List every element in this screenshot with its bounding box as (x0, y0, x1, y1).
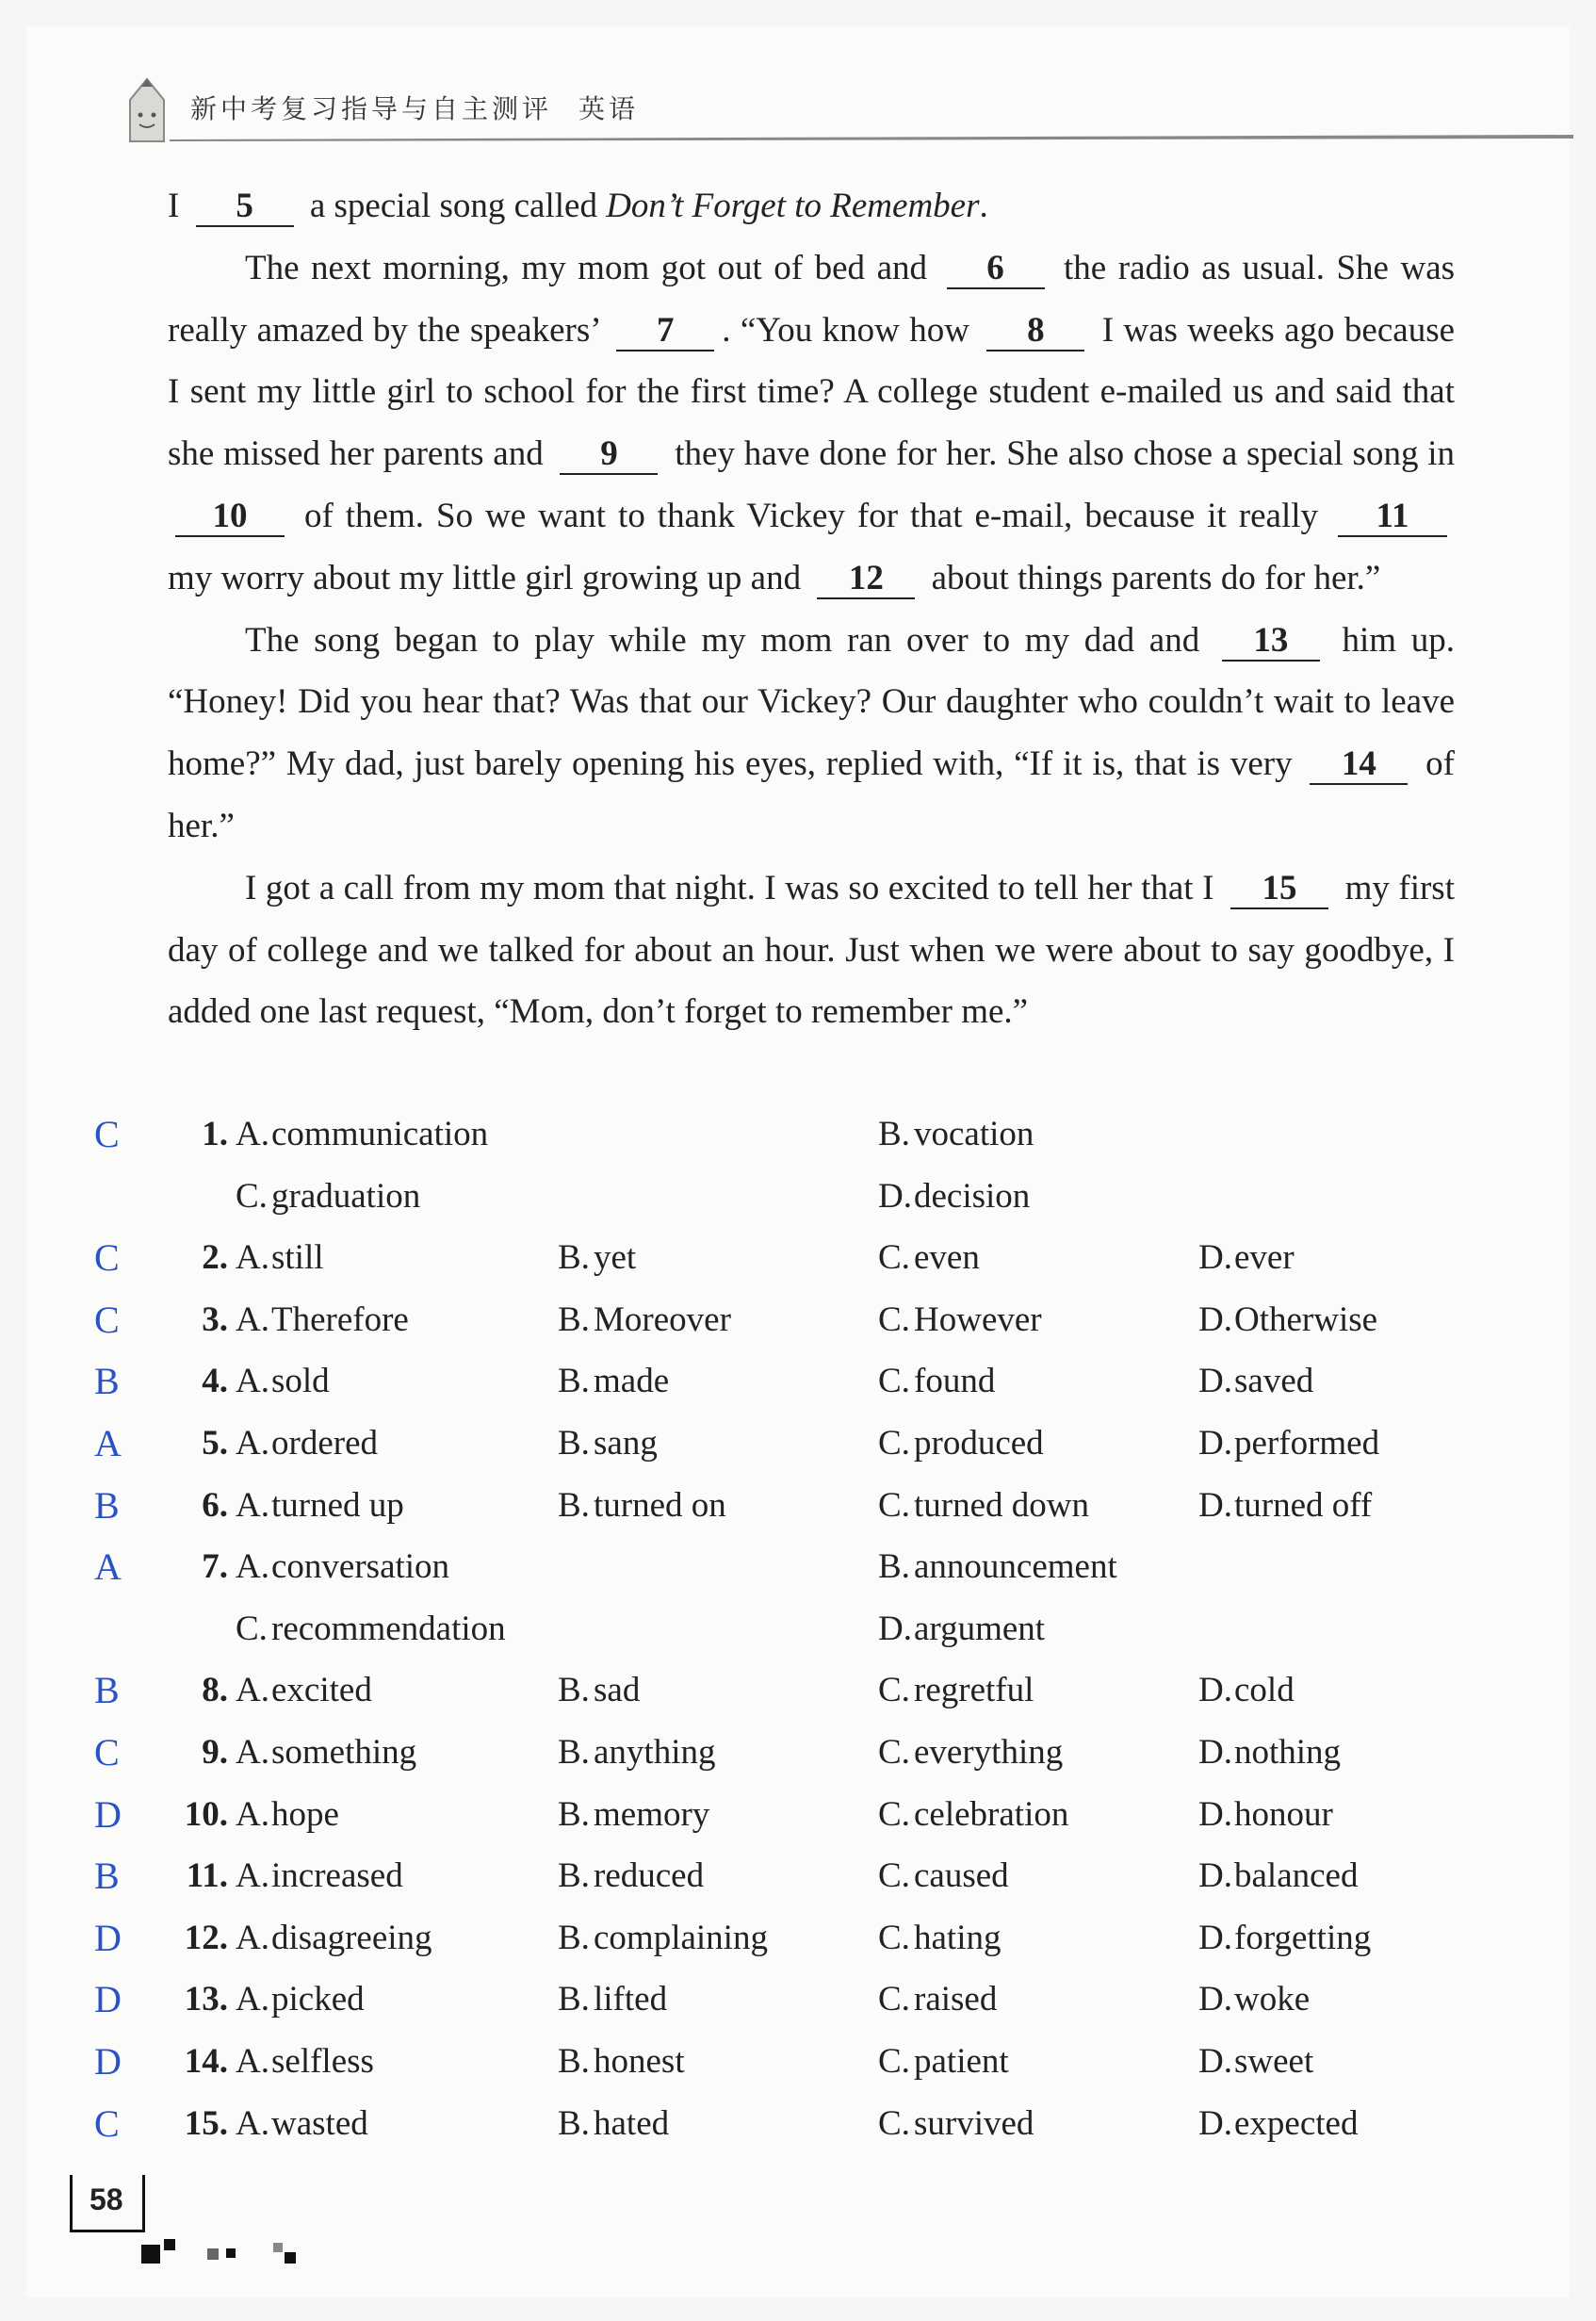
option-text: sang (594, 1423, 658, 1463)
question-row-continued (85, 1601, 1479, 1663)
option-b (558, 1855, 704, 1896)
option-c (878, 1361, 995, 1401)
option-b (878, 1114, 1034, 1154)
option-a (236, 1546, 449, 1587)
option-text: turned off (1234, 1485, 1373, 1525)
option-text: lifted (594, 1980, 668, 2019)
option-text: However (914, 1299, 1042, 1339)
option-text: conversation (271, 1547, 450, 1587)
option-a (236, 1361, 330, 1401)
handwritten-answer: D (94, 2039, 122, 2083)
option-letter: D. (1198, 1485, 1232, 1525)
option-c (236, 1176, 420, 1217)
option-b (558, 1361, 669, 1401)
option-letter: D. (1198, 1299, 1232, 1339)
option-letter: C. (878, 2103, 910, 2143)
option-letter: A. (236, 1238, 269, 1278)
option-letter: B. (558, 1485, 590, 1525)
option-a (236, 1794, 339, 1835)
option-letter: C. (878, 1423, 910, 1463)
blank-8: 8 (986, 312, 1084, 351)
option-letter: C. (878, 1794, 910, 1834)
blank-11: 11 (1338, 498, 1447, 537)
option-letter: A. (236, 1671, 269, 1710)
option-letter: B. (878, 1115, 910, 1153)
page-number-box (70, 2175, 145, 2232)
option-letter: D. (1198, 1362, 1232, 1401)
option-letter: A. (236, 1115, 269, 1153)
paragraph-2 (168, 237, 1455, 610)
option-letter: A. (236, 1794, 269, 1834)
option-text: produced (914, 1423, 1044, 1463)
option-b (558, 1732, 715, 1773)
option-letter: D. (878, 1609, 912, 1648)
option-text: everything (914, 1732, 1064, 1772)
handwritten-answer: B (94, 1855, 120, 1898)
option-text: regretful (914, 1671, 1034, 1710)
option-b (558, 1423, 658, 1463)
decorative-squares (141, 2235, 330, 2273)
text-run: about things parents do for her.” (931, 558, 1381, 597)
blank-15: 15 (1230, 870, 1328, 909)
option-b (558, 2041, 685, 2082)
blank-7: 7 (616, 312, 714, 351)
option-text: yet (594, 1238, 637, 1278)
option-b (558, 1670, 640, 1710)
option-letter: A. (236, 1918, 269, 1957)
option-text: decision (914, 1176, 1031, 1216)
option-c (878, 1794, 1068, 1835)
question-row (85, 1539, 1479, 1601)
text-run: I (168, 187, 180, 225)
page-header (122, 66, 1573, 160)
option-d (1198, 1855, 1358, 1896)
question-number: 15. (184, 2103, 228, 2143)
question-number: 4. (202, 1362, 228, 1401)
handwritten-answer: D (94, 1978, 122, 2021)
book-title (190, 89, 639, 126)
option-letter: D. (1198, 1918, 1232, 1957)
option-letter: A. (236, 2103, 269, 2143)
option-b (558, 1237, 636, 1278)
option-letter: C. (878, 1362, 910, 1401)
question-number: 2. (202, 1238, 228, 1278)
question-number: 6. (202, 1485, 228, 1525)
option-d (878, 1609, 1045, 1649)
blank-14: 14 (1310, 745, 1408, 785)
handwritten-answer: A (94, 1421, 122, 1464)
book-title-text: 新中考复习指导与自主测评 (190, 93, 553, 124)
option-a (236, 1918, 432, 1958)
option-text: woke (1234, 1980, 1311, 2019)
option-text: excited (271, 1671, 372, 1710)
option-text: announcement (914, 1547, 1117, 1587)
question-number: 1. (202, 1115, 228, 1153)
header-rule (170, 134, 1573, 141)
option-text: turned down (914, 1485, 1089, 1525)
option-letter: D. (1198, 1856, 1232, 1896)
option-text: hope (271, 1794, 339, 1834)
option-a (236, 1237, 324, 1278)
song-title: Don’t Forget to Remember (606, 187, 980, 225)
option-c (878, 2103, 1034, 2144)
option-a (236, 1299, 409, 1340)
blank-6: 6 (947, 250, 1045, 289)
option-text: raised (914, 1980, 998, 2019)
handwritten-answer: B (94, 1669, 120, 1712)
question-row (85, 2034, 1479, 2096)
handwritten-answer: C (94, 1236, 120, 1280)
option-d (1198, 1361, 1313, 1401)
option-text: forgetting (1234, 1918, 1372, 1957)
option-text: increased (271, 1856, 403, 1896)
option-text: graduation (271, 1176, 421, 1216)
question-row (85, 1662, 1479, 1724)
handwritten-answer: B (94, 1360, 120, 1403)
question-number: 8. (202, 1671, 228, 1710)
handwritten-answer: A (94, 1545, 122, 1589)
option-letter: B. (558, 2103, 590, 2143)
option-text: still (271, 1238, 324, 1278)
question-row (85, 1478, 1479, 1540)
option-letter: B. (558, 1856, 590, 1896)
handwritten-answer: D (94, 1916, 122, 1959)
question-row (85, 1353, 1479, 1415)
option-b (558, 1979, 667, 2019)
option-b (878, 1546, 1117, 1587)
text-run: I got a call from my mom that night. I was so excited to tell her that I (245, 868, 1214, 907)
option-letter: B. (878, 1547, 910, 1587)
paragraph-1 (168, 175, 1455, 237)
question-row (85, 1910, 1479, 1972)
option-text: honest (594, 2041, 685, 2081)
text-run: my first day of college and we talked for about an hour. Just when we were about to say goodbye, I added one last request, “Mom, don’t forget to remember me.” (168, 868, 1455, 1032)
text-run: The song began to play while my mom ran over to my dad and (245, 620, 1200, 660)
option-letter: C. (878, 1856, 910, 1896)
option-letter: C. (878, 1918, 910, 1957)
option-text: hating (914, 1918, 1002, 1957)
subject-label: 英语 (578, 93, 640, 124)
option-text: saved (1234, 1362, 1314, 1401)
option-text: Moreover (594, 1299, 731, 1339)
option-a (236, 1423, 378, 1463)
option-d (1198, 1485, 1372, 1526)
option-letter: C. (236, 1176, 268, 1216)
question-number: 10. (184, 1794, 228, 1834)
question-list (85, 1106, 1479, 2157)
option-d (1198, 1979, 1310, 2019)
option-letter: C. (878, 1238, 910, 1278)
option-text: even (914, 1238, 980, 1278)
option-letter: A. (236, 1856, 269, 1896)
handwritten-answer: D (94, 1792, 122, 1836)
question-row (85, 1724, 1479, 1787)
option-text: wasted (271, 2103, 368, 2143)
option-letter: D. (1198, 1732, 1232, 1772)
option-letter: C. (236, 1609, 268, 1648)
option-letter: C. (878, 1485, 910, 1525)
option-d (1198, 1237, 1295, 1278)
text-run: of them. So we want to thank Vickey for that e-mail, because it really (303, 496, 1319, 535)
option-letter: A. (236, 2041, 269, 2081)
option-letter: C. (878, 1299, 910, 1339)
option-a (236, 2041, 374, 2082)
question-number: 5. (202, 1423, 228, 1463)
option-text: balanced (1234, 1856, 1359, 1896)
handwritten-answer: C (94, 1730, 120, 1773)
option-c (878, 1918, 1001, 1958)
question-row (85, 1415, 1479, 1478)
blank-5: 5 (196, 188, 294, 227)
option-d (1198, 1299, 1377, 1340)
option-letter: B. (558, 1980, 590, 2019)
option-a (236, 1732, 416, 1773)
text-run: they have done for her. She also chose a special song in (675, 434, 1455, 474)
option-text: recommendation (271, 1609, 506, 1648)
option-c (878, 1423, 1044, 1463)
option-letter: D. (1198, 2103, 1232, 2143)
option-letter: A. (236, 1299, 269, 1339)
option-text: celebration (914, 1794, 1069, 1834)
question-number: 7. (202, 1547, 228, 1587)
blank-10: 10 (175, 498, 285, 537)
option-c (878, 1979, 997, 2019)
option-d (1198, 1794, 1333, 1835)
option-b (558, 2103, 669, 2144)
option-letter: C. (878, 1671, 910, 1710)
option-b (558, 1794, 709, 1835)
text-run: The next morning, my mom got out of bed and (245, 248, 927, 287)
option-text: performed (1234, 1423, 1380, 1463)
option-letter: B. (558, 1238, 590, 1278)
option-text: patient (914, 2041, 1009, 2081)
option-text: sad (594, 1671, 641, 1710)
paragraph-3 (168, 610, 1455, 858)
question-row (85, 2096, 1479, 2158)
option-d (878, 1176, 1030, 1217)
option-text: selfless (271, 2041, 374, 2081)
handwritten-answer: B (94, 1483, 120, 1527)
option-letter: D. (878, 1176, 912, 1216)
option-text: nothing (1234, 1732, 1342, 1772)
option-letter: B. (558, 1423, 590, 1463)
option-letter: A. (236, 1547, 269, 1587)
page-number: 58 (90, 2182, 123, 2216)
option-text: communication (271, 1115, 489, 1153)
option-text: made (594, 1362, 670, 1401)
option-d (1198, 1423, 1379, 1463)
option-text: disagreeing (271, 1918, 432, 1957)
blank-13: 13 (1222, 622, 1320, 662)
option-a (236, 2103, 368, 2144)
question-row (85, 1971, 1479, 2034)
option-letter: B. (558, 1299, 590, 1339)
option-c (878, 1237, 980, 1278)
option-text: turned up (271, 1485, 404, 1525)
option-text: ordered (271, 1423, 378, 1463)
option-a (236, 1979, 365, 2019)
option-letter: D. (1198, 1671, 1232, 1710)
option-c (236, 1609, 506, 1649)
option-d (1198, 2103, 1358, 2144)
option-letter: B. (558, 1794, 590, 1834)
option-text: honour (1234, 1794, 1333, 1834)
option-letter: D. (1198, 1794, 1232, 1834)
option-text: caused (914, 1856, 1009, 1896)
text-run: the radio as usual. She was really amazed by the speakers’ (168, 248, 1456, 350)
option-text: sweet (1234, 2041, 1314, 2081)
option-d (1198, 1732, 1341, 1773)
option-letter: D. (1198, 1238, 1232, 1278)
handwritten-answer: C (94, 1113, 120, 1155)
option-d (1198, 2041, 1313, 2082)
option-text: Therefore (271, 1299, 409, 1339)
option-a (236, 1670, 372, 1710)
option-d (1198, 1918, 1371, 1958)
option-letter: A. (236, 1732, 269, 1772)
option-letter: A. (236, 1485, 269, 1525)
text-run: . “You know how (722, 310, 969, 350)
option-text: complaining (594, 1918, 768, 1957)
option-text: found (914, 1362, 996, 1401)
question-number: 12. (184, 1918, 228, 1957)
option-text: memory (594, 1794, 710, 1834)
paragraph-4 (168, 858, 1455, 1043)
option-c (878, 1855, 1009, 1896)
option-letter: A. (236, 1423, 269, 1463)
question-row (85, 1230, 1479, 1292)
option-a (236, 1855, 403, 1896)
question-row (85, 1848, 1479, 1910)
option-text: picked (271, 1980, 365, 2019)
question-number: 9. (202, 1732, 228, 1772)
option-text: reduced (594, 1856, 705, 1896)
option-text: hated (594, 2103, 670, 2143)
option-text: expected (1234, 2103, 1359, 2143)
text-run: I was weeks ago because I sent my little girl to school for the first time? A college student e-mailed us and said that she missed her parents and (168, 310, 1456, 474)
option-text: Otherwise (1234, 1299, 1378, 1339)
option-text: argument (914, 1609, 1046, 1648)
option-letter: B. (558, 1671, 590, 1710)
option-letter: C. (878, 2041, 910, 2081)
option-letter: D. (1198, 1423, 1232, 1463)
option-a (236, 1114, 488, 1154)
option-c (878, 1299, 1042, 1340)
question-number: 3. (202, 1299, 228, 1339)
option-letter: B. (558, 1362, 590, 1401)
option-c (878, 2041, 1009, 2082)
option-b (558, 1485, 726, 1526)
question-row (85, 1292, 1479, 1354)
option-a (236, 1485, 404, 1526)
option-text: turned on (594, 1485, 726, 1525)
text-run: of her.” (168, 744, 1455, 845)
option-letter: C. (878, 1732, 910, 1772)
question-number: 11. (186, 1856, 228, 1896)
question-number: 13. (184, 1980, 228, 2019)
handwritten-answer: C (94, 1298, 120, 1341)
text-run: . (979, 187, 988, 225)
option-letter: D. (1198, 1980, 1232, 2019)
question-number: 14. (184, 2041, 228, 2081)
pencil-mascot-icon (122, 75, 171, 145)
option-letter: D. (1198, 2041, 1232, 2081)
option-d (1198, 1670, 1295, 1710)
option-c (878, 1732, 1063, 1773)
option-letter: A. (236, 1980, 269, 2019)
option-text: sold (271, 1362, 330, 1401)
blank-12: 12 (817, 560, 915, 599)
text-run: him up. “Honey! Did you hear that? Was that our Vickey? Our daughter who couldn’t wait to leave home?” My dad, just barely opening his eyes, replied with, “If it is, that is very (168, 620, 1455, 784)
option-text: something (271, 1732, 417, 1772)
option-letter: B. (558, 1918, 590, 1957)
option-text: vocation (914, 1115, 1034, 1153)
option-b (558, 1918, 768, 1958)
option-letter: A. (236, 1362, 269, 1401)
option-c (878, 1485, 1089, 1526)
option-letter: B. (558, 2041, 590, 2081)
option-text: cold (1234, 1671, 1295, 1710)
text-run: my worry about my little girl growing up and (168, 558, 802, 597)
option-c (878, 1670, 1034, 1710)
text-run: a special song called (301, 187, 607, 225)
question-row (85, 1787, 1479, 1849)
option-letter: B. (558, 1732, 590, 1772)
question-row (85, 1106, 1479, 1169)
cloze-passage (168, 175, 1455, 1043)
blank-9: 9 (560, 435, 658, 475)
question-row-continued (85, 1169, 1479, 1231)
option-text: survived (914, 2103, 1034, 2143)
option-text: anything (594, 1732, 716, 1772)
option-letter: C. (878, 1980, 910, 2019)
option-text: ever (1234, 1238, 1295, 1278)
handwritten-answer: C (94, 2101, 120, 2145)
option-b (558, 1299, 731, 1340)
